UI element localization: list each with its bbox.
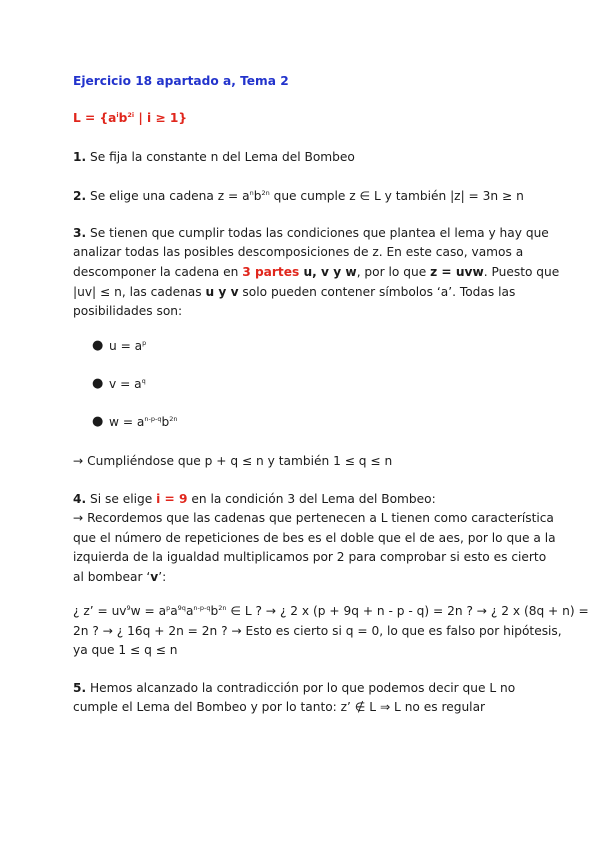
equation-line-3: ya que 1 ≤ q ≤ n <box>73 643 178 657</box>
step-5-line-1: 5. Hemos alcanzado la contradicción por lo que podemos decir que L no <box>73 681 516 695</box>
bullet-icon: ● <box>92 338 104 353</box>
step-3-line-3: descomponer la cadena en 3 partes u, v y w, por lo que z = uvw. Puesto que <box>73 265 560 279</box>
step-4-line-1: 4. Si se elige i = 9 en la condición 3 del Lema del Bombeo: <box>73 492 436 506</box>
bullet-icon: ● <box>92 376 104 391</box>
exercise-title: Ejercicio 18 apartado a, Tema 2 <box>73 74 289 88</box>
condition-line: → Cumpliéndose que p + q ≤ n y también 1 ≤ q ≤ n <box>73 454 393 468</box>
step-3-line-2: analizar todas las posibles descomposiciones de z. En este caso, vamos a <box>73 245 524 259</box>
step-1: 1. Se fija la constante n del Lema del Bombeo <box>73 150 355 164</box>
list-item: $w = a^{n-p-q}b^{2n}$ <box>109 414 178 429</box>
step-4-line-2: → Recordemos que las cadenas que pertenecen a L tienen como característica <box>73 511 554 525</box>
step-4-line-5: al bombear ‘v’: <box>73 570 167 584</box>
step-2: 2. Se elige una cadena $z = a^nb^{2n}$ que cumple z ∈ L y también |z| = 3n ≥ n <box>73 188 524 203</box>
step-3-line-4: |uv| ≤ n, las cadenas u y v solo pueden contener símbolos ‘a’. Todas las <box>73 285 516 299</box>
step-4-line-3: que el número de repeticiones de bes es el doble que el de aes, por lo que a la <box>73 531 556 545</box>
equation-line-2: 2n ? → ¿ 16q + 2n = 2n ? → Esto es cierto si q = 0, lo que es falso por hipótesis, <box>73 624 562 638</box>
step-3-line-5: posibilidades son: <box>73 304 183 318</box>
list-item: $v = a^q$ <box>109 376 146 391</box>
step-4-line-4: izquierda de la igualdad multiplicamos por 2 para comprobar si esto es cierto <box>73 550 547 564</box>
step-5-line-2: cumple el Lema del Bombeo y por lo tanto: z’ ∉ L ⇒ L no es regular <box>73 700 486 714</box>
list-item: $u = a^p$ <box>109 338 147 353</box>
equation-line-1: ¿ z’ = $uv^9w = a^pa^{9q}a^{n-p-q}b^{2n}$ ∈ L ? → ¿ 2 x (p + 9q + n - p - q) = 2n ? → ¿ 2 x (8q + n) = <box>73 603 589 618</box>
bullet-icon: ● <box>92 414 104 429</box>
language-definition: $L = \{a^ib^{2i}$ | i ≥ 1} <box>73 110 188 125</box>
step-3-line-1: 3. Se tienen que cumplir todas las condiciones que plantea el lema y hay que <box>73 226 549 240</box>
